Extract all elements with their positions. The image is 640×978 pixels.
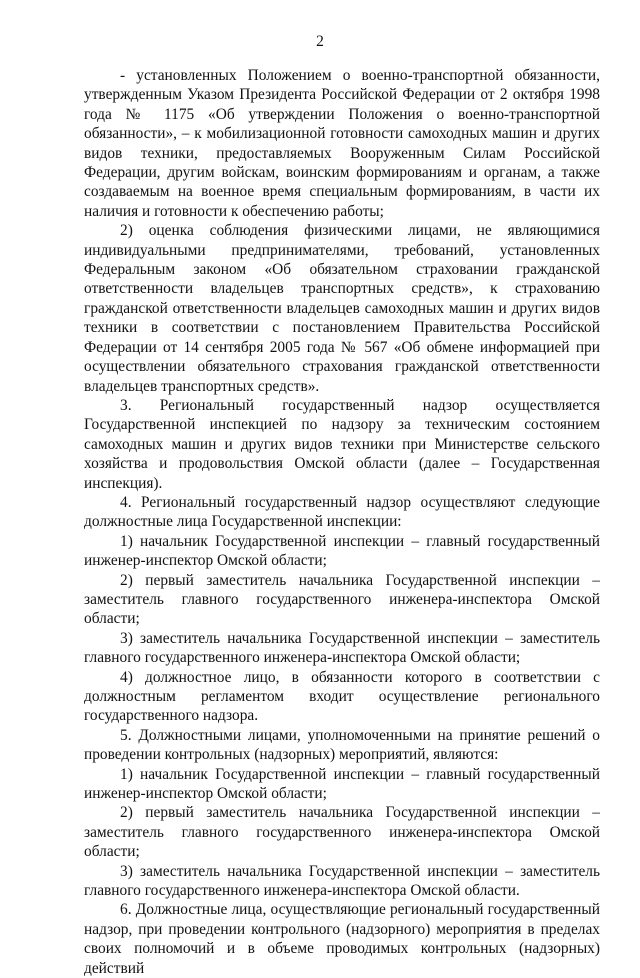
list-item-head-inspector-2: 1) начальник Государственной инспекции – главный государственный инженер-инспектор Омской области; [84, 765, 600, 803]
paragraph-insurance-assessment: 2) оценка соблюдения физическими лицами, не являющимися индивидуальными предпринимателями, требований, установленных Федеральным законом «Об обязательном страховании гражданской ответственности владельцев транспортных средств», к страхованию гражданской ответственности владельцев самоходных машин и других видов техники в соответствии с постановлением Правительства Российской Федерации от 14 сентября 2005 года № 567 «Об обмене информацией при осуществлении обязательного страхования гражданской ответственности владельцев транспортных средств». [84, 222, 600, 395]
document-body [84, 66, 600, 978]
list-item-first-deputy-2: 2) первый заместитель начальника Государственной инспекции – заместитель главного государственного инженера-инспектора Омской области; [84, 804, 600, 861]
paragraph-section-3: 3. Региональный государственный надзор осуществляется Государственной инспекцией по надзору за техническим состоянием самоходных машин и других видов техники при Министерстве сельского хозяйства и продовольствия Омской области (далее – Государственная инспекция). [84, 396, 600, 492]
list-item-head-inspector: 1) начальник Государственной инспекции – главный государственный инженер-инспектор Омской области; [84, 532, 600, 570]
paragraph-section-4: 4. Региональный государственный надзор осуществляют следующие должностные лица Государственной инспекции: [84, 493, 600, 531]
paragraph-section-5: 5. Должностными лицами, уполномоченными на принятие решений о проведении контрольных (надзорных) мероприятий, являются: [84, 726, 600, 764]
paragraph-military-transport: - установленных Положением о военно-транспортной обязанности, утвержденным Указом Президента Российской Федерации от 2 октября 1998 года № 1175 «Об утверждении Положения о военно-транспортной обязанности», – к мобилизационной готовности самоходных машин и других видов техники, предоставляемых Вооруженным Силам Российской Федерации, другим войскам, воинским формированиям и органам, а также создаваемым на военное время специальным формированиям, в части их наличия и готовности к обеспечению работы; [84, 67, 600, 220]
paragraph-section-6: 6. Должностные лица, осуществляющие региональный государственный надзор, при проведении контрольного (надзорного) мероприятия в пределах своих полномочий и в объеме проводимых контрольных (надзорных) действий [84, 901, 600, 977]
list-item-first-deputy: 2) первый заместитель начальника Государственной инспекции – заместитель главного государственного инженера-инспектора Омской области; [84, 571, 600, 628]
list-item-deputy: 3) заместитель начальника Государственной инспекции – заместитель главного государственного инженера-инспектора Омской области; [84, 629, 600, 667]
list-item-deputy-2: 3) заместитель начальника Государственной инспекции – заместитель главного государственного инженера-инспектора Омской области. [84, 862, 600, 900]
page-number: 2 [316, 33, 324, 50]
list-item-official: 4) должностное лицо, в обязанности которого в соответствии с должностным регламентом входит осуществление регионального государственного надзора. [84, 668, 600, 725]
